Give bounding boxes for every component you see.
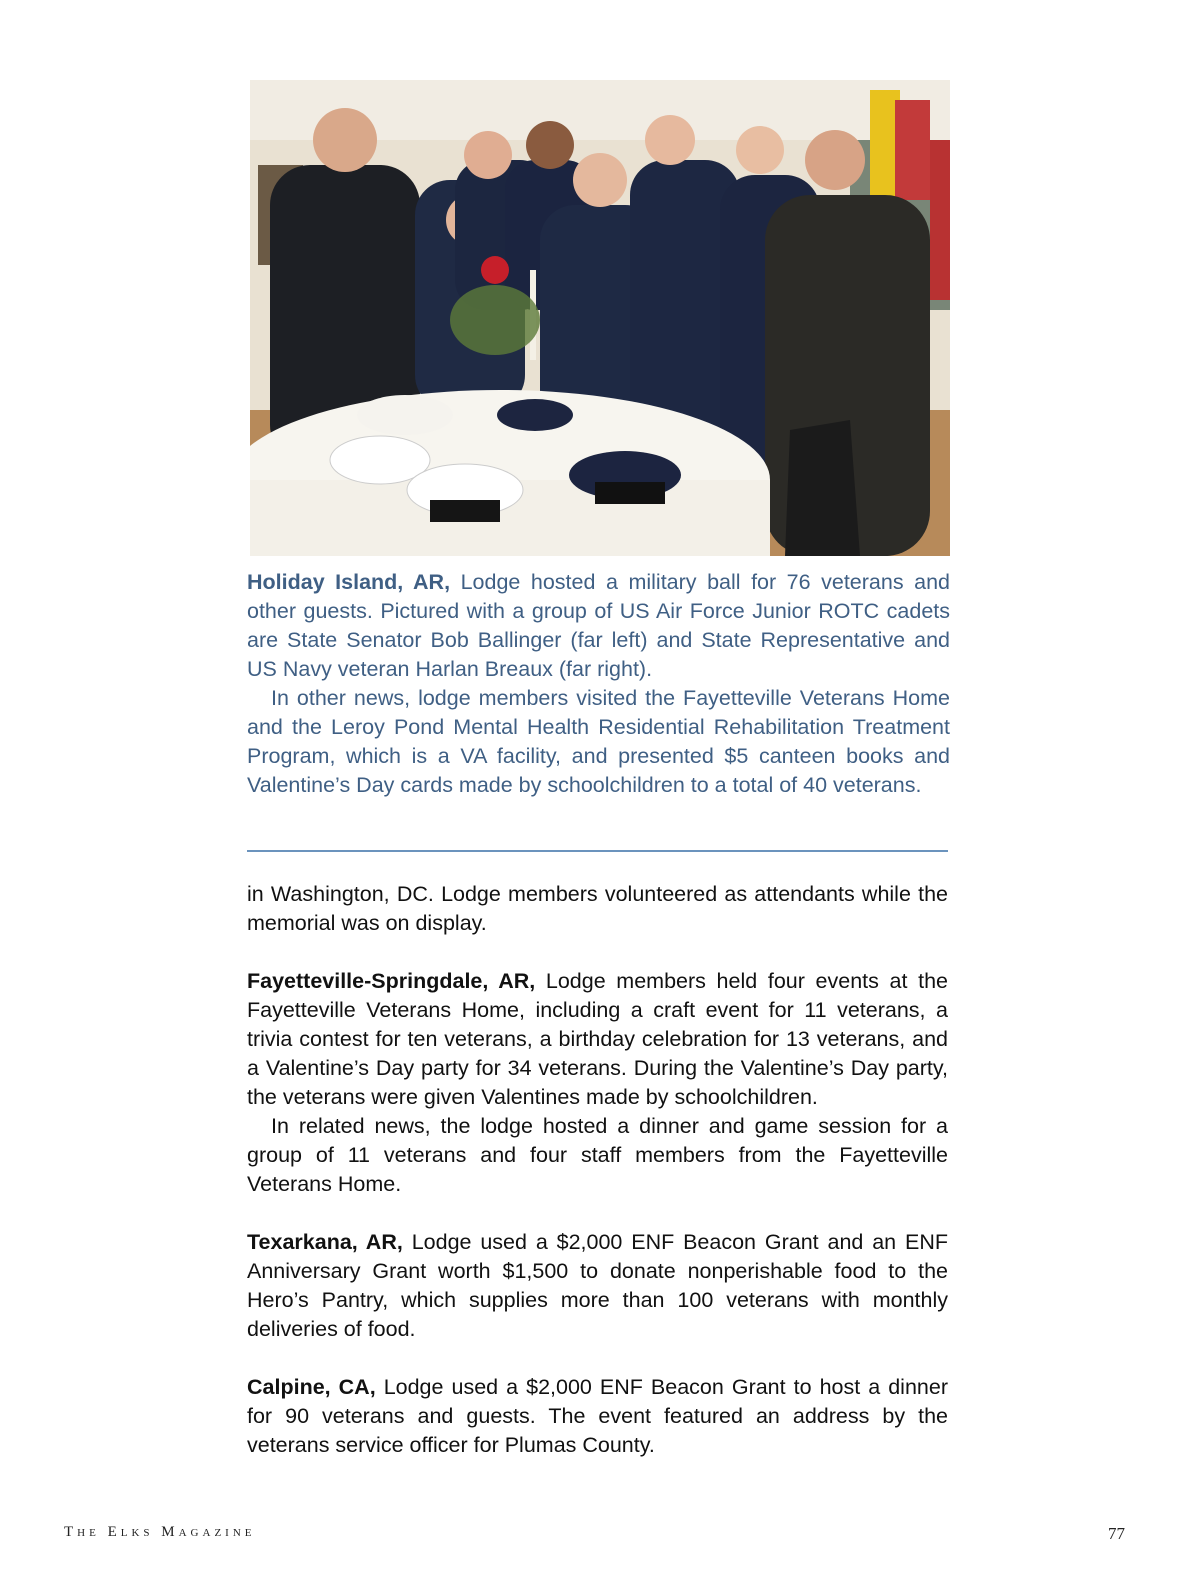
spacer bbox=[247, 1344, 948, 1373]
calpine-text: Lodge used a $2,000 ENF Beacon Grant to host a dinner for 90 veterans and guests. The event featured an address by the veterans service officer for Plumas County. bbox=[247, 1375, 948, 1457]
spacer bbox=[247, 1199, 948, 1228]
calpine-lead: Calpine, CA, bbox=[247, 1375, 376, 1399]
article-body bbox=[247, 880, 948, 1460]
page-number: 77 bbox=[1108, 1524, 1125, 1543]
texarkana-text: Lodge used a $2,000 ENF Beacon Grant and an ENF Anniversary Grant worth $1,500 to donate nonperishable food to the Hero’s Pantry, which supplies more than 100 veterans with monthly deliveries of food. bbox=[247, 1230, 948, 1341]
caption-paragraph-1 bbox=[247, 568, 950, 684]
magazine-name: The Elks Magazine bbox=[64, 1524, 256, 1540]
group-photo-illustration bbox=[250, 80, 950, 556]
calpine-paragraph bbox=[247, 1373, 948, 1460]
fayetteville-text-1: Lodge members held four events at the Fayetteville Veterans Home, including a craft event for 11 veterans, a trivia contest for ten veterans, a birthday celebration for 13 veterans, and a Valentine’s Day party for 34 veterans. During the Valentine’s Day party, the veterans were given Valentines made by schoolchildren. bbox=[247, 969, 948, 1109]
caption-paragraph-2: In other news, lodge members visited the Fayetteville Veterans Home and the Leroy Pond Mental Health Residential Rehabilitation Treatment Program, which is a VA facility, and presented $5 canteen books and Valentine’s Day cards made by schoolchildren to a total of 40 veterans. bbox=[247, 686, 950, 797]
fayetteville-paragraph-2: In related news, the lodge hosted a dinner and game session for a group of 11 veterans and four staff members from the Fayetteville Veterans Home. bbox=[247, 1114, 948, 1196]
fayetteville-lead: Fayetteville-Springdale, AR, bbox=[247, 969, 536, 993]
group-photo bbox=[250, 80, 950, 556]
photo-caption bbox=[247, 568, 950, 800]
section-divider bbox=[247, 850, 948, 852]
caption-text-1: Lodge hosted a military ball for 76 veterans and other guests. Pictured with a group of US Air Force Junior ROTC cadets are State Senator Bob Ballinger (far left) and State Representative and US Navy veteran Harlan Breaux (far right). bbox=[247, 570, 950, 681]
texarkana-lead: Texarkana, AR, bbox=[247, 1230, 403, 1254]
caption-lead: Holiday Island, AR, bbox=[247, 570, 451, 594]
spacer bbox=[247, 938, 948, 967]
continued-paragraph: in Washington, DC. Lodge members volunteered as attendants while the memorial was on display. bbox=[247, 882, 948, 935]
fayetteville-paragraph-1 bbox=[247, 967, 948, 1112]
texarkana-paragraph bbox=[247, 1228, 948, 1344]
